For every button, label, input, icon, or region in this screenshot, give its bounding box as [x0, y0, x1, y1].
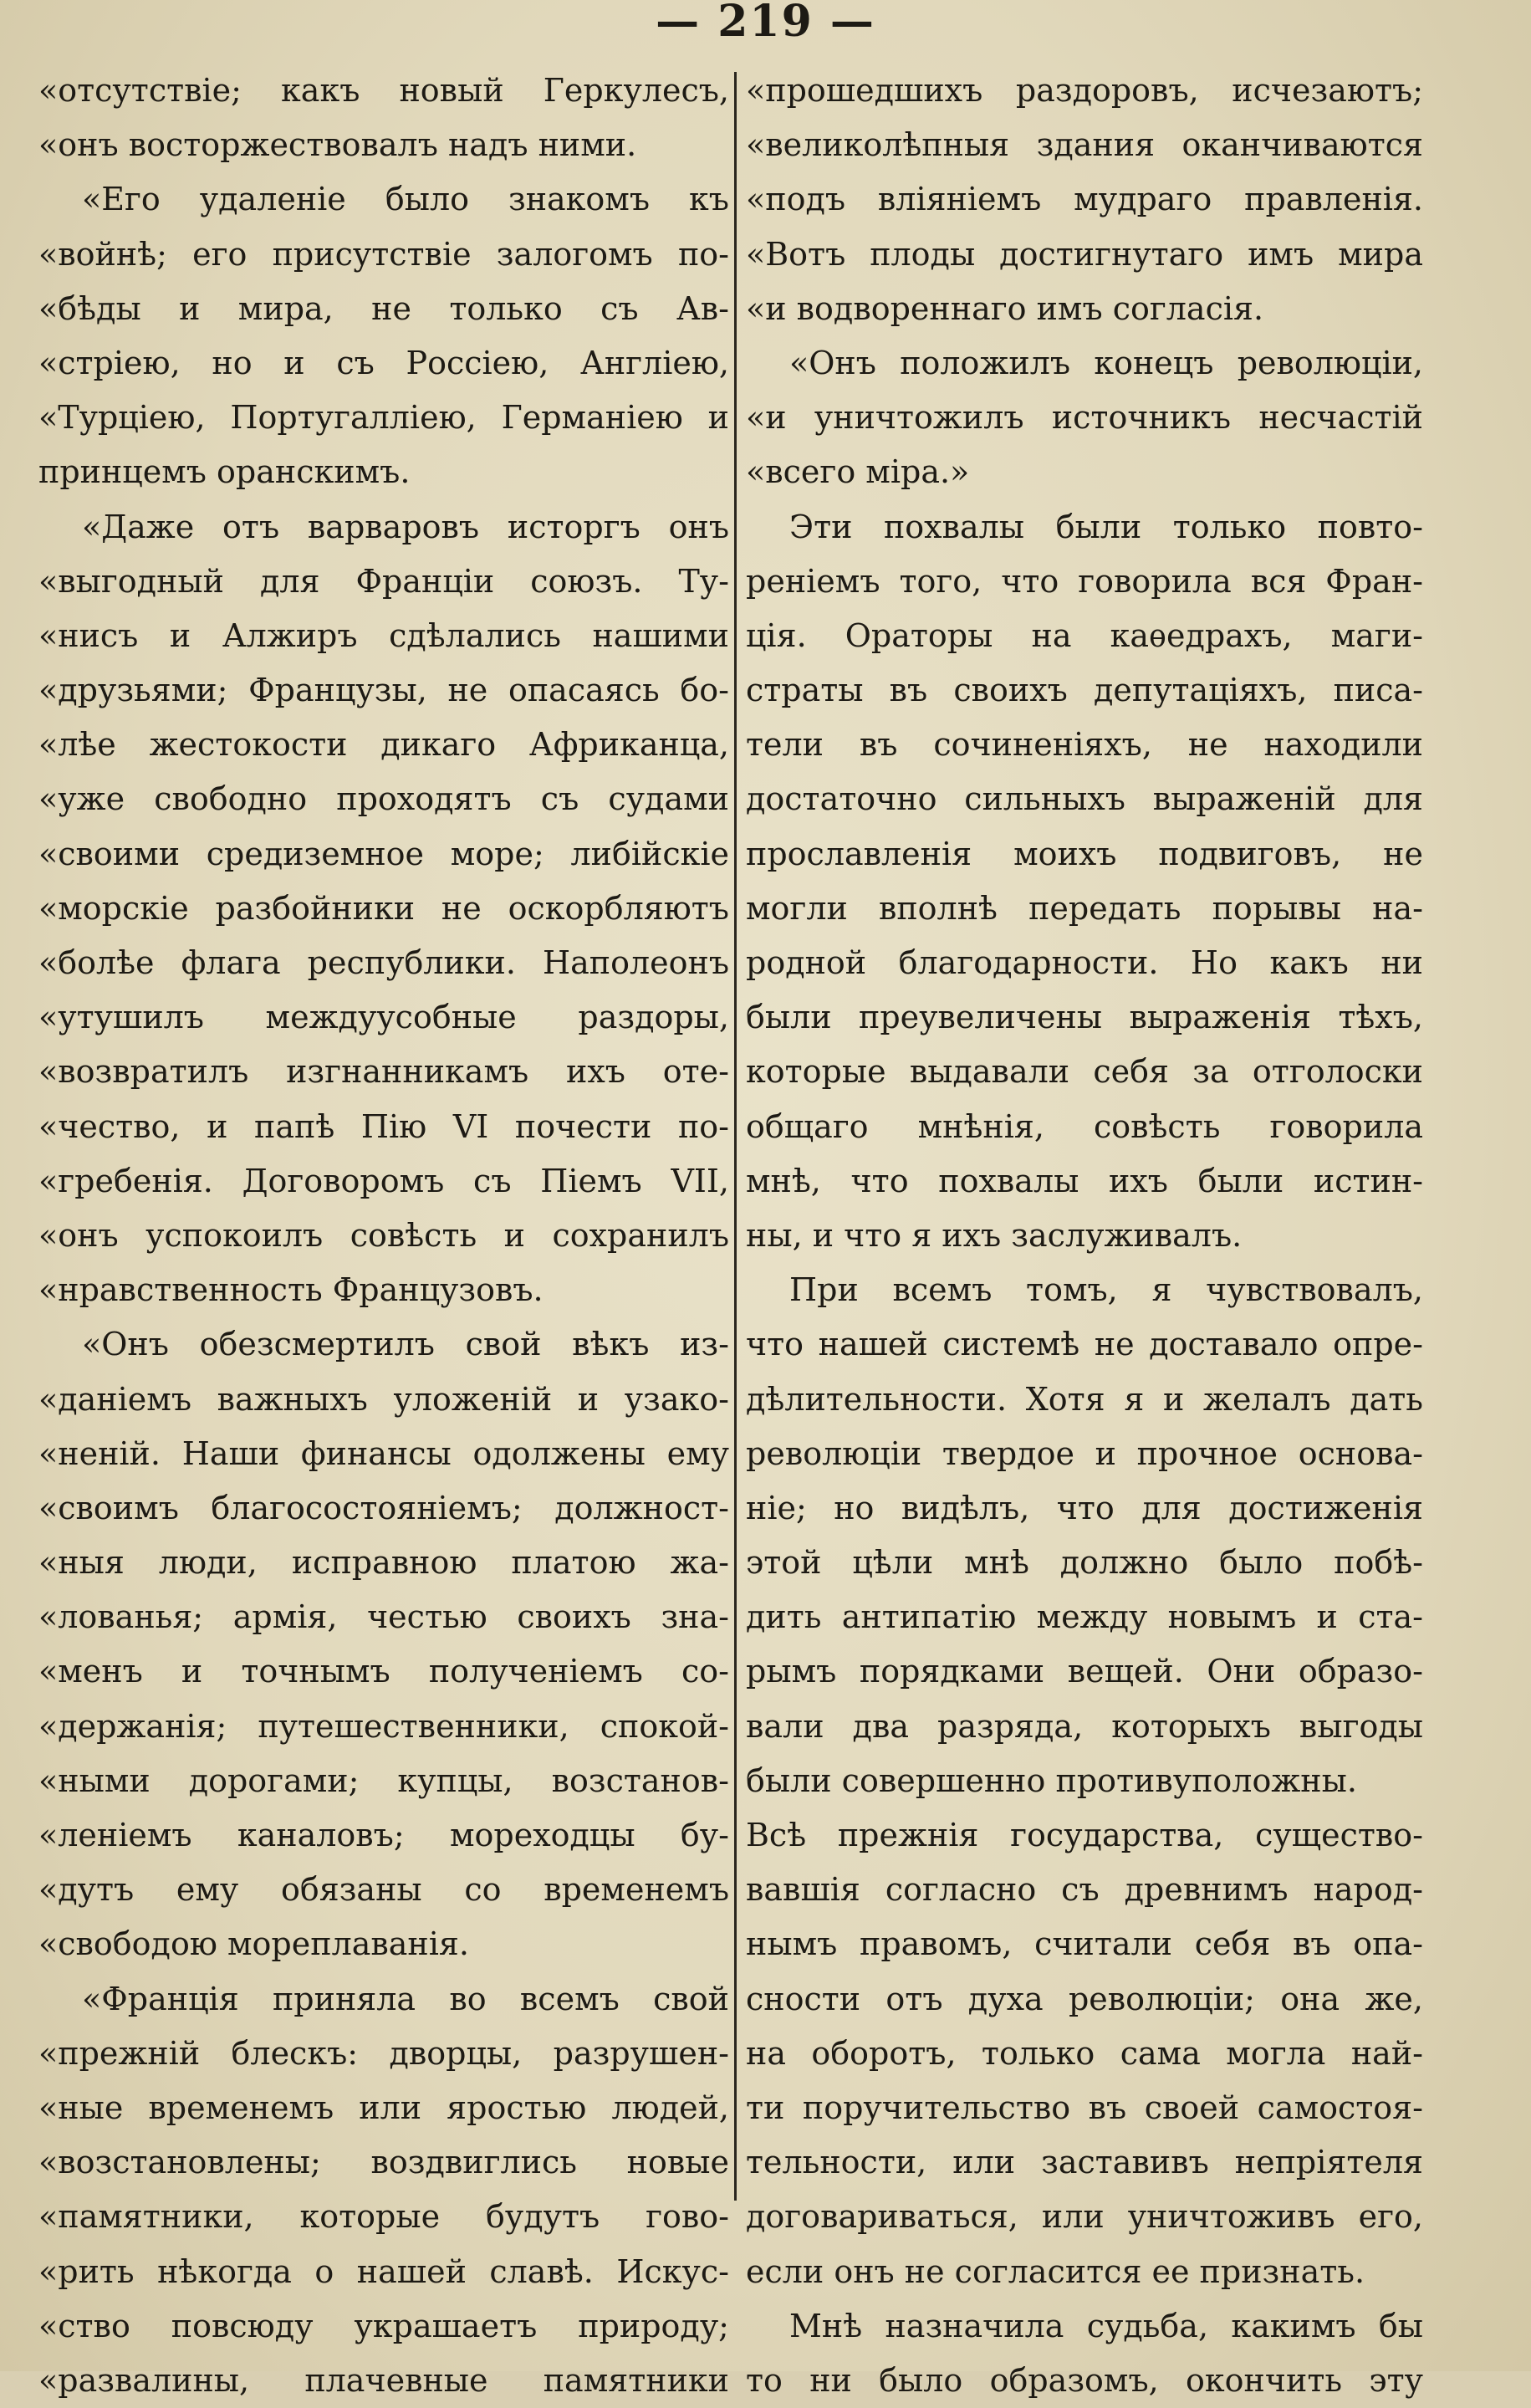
text-line: были преувеличены выраженія тѣхъ, — [746, 999, 1423, 1036]
text-line: прославленія моихъ подвиговъ, не — [746, 835, 1423, 872]
text-line: страты въ своихъ депутаціяхъ, писа- — [746, 672, 1423, 709]
text-line: «подъ вліяніемъ мудраго правленія. — [746, 181, 1423, 218]
text-line: «гребенія. Договоромъ съ Піемъ VII, — [38, 1162, 729, 1199]
text-line: «всего міра.» — [746, 453, 970, 491]
text-line: дѣлительности. Хотя я и желалъ дать — [746, 1380, 1423, 1418]
text-line: «утушилъ междуусобные раздоры, — [38, 999, 729, 1036]
text-line: «дутъ ему обязаны со временемъ — [38, 1871, 729, 1909]
text-line: «ныя люди, исправною платою жа- — [38, 1544, 729, 1582]
text-line: «Турціею, Португалліею, Германіею и — [38, 399, 729, 437]
text-line: «даніемъ важныхъ уложеній и узако- — [38, 1380, 729, 1418]
text-line: «нисъ и Алжиръ сдѣлались нашими — [38, 616, 729, 654]
text-line: ніе; но видѣлъ, что для достиженія — [746, 1489, 1423, 1526]
text-line: «развалины, плачевные памятники — [38, 2361, 729, 2399]
text-line: «морскіе разбойники не оскорбляютъ — [38, 889, 729, 927]
text-line: «и уничтожилъ источникъ несчастій — [746, 399, 1423, 437]
text-line: «возвратилъ изгнанникамъ ихъ оте- — [38, 1053, 729, 1091]
text-line: «лованья; армія, честью своихъ зна- — [38, 1598, 729, 1636]
text-line: «великолѣпныя здания оканчиваются — [746, 126, 1423, 164]
text-line: «онъ восторжествовалъ надъ ними. — [38, 126, 637, 164]
text-line: «нравственность Французовъ. — [38, 1271, 544, 1309]
text-line: «Онъ обезсмертилъ свой вѣкъ из- — [82, 1326, 729, 1363]
text-line: Мнѣ назначила судьба, какимъ бы — [789, 2307, 1423, 2344]
text-line: «войнѣ; его присутствіе залогомъ по- — [38, 235, 729, 273]
text-line: «Его удаленіе было знакомъ къ — [82, 181, 729, 218]
text-line: ція. Ораторы на каѳедрахъ, маги- — [746, 616, 1423, 654]
text-line: вавшія согласно съ древнимъ народ- — [746, 1871, 1423, 1909]
text-line: «неній. Наши финансы одолжены ему — [38, 1434, 729, 1472]
text-line: «Онъ положилъ конецъ революціи, — [789, 344, 1423, 381]
text-line: «памятники, которые будутъ гово- — [38, 2198, 729, 2236]
text-line: При всемъ томъ, я чувствовалъ, — [789, 1271, 1423, 1309]
text-line: «онъ успокоилъ совѣсть и сохранилъ — [38, 1216, 729, 1254]
text-line: «Даже отъ варваровъ исторгъ онъ — [82, 508, 729, 545]
text-line: «Вотъ плоды достигнутаго имъ мира — [746, 235, 1423, 273]
text-line: «Франція приняла во всемъ свой — [82, 1980, 729, 2017]
text-line: «возстановлены; воздвиглись новые — [38, 2144, 729, 2181]
text-line: «болѣе флага республики. Наполеонъ — [38, 944, 729, 981]
text-line: «ными дорогами; купцы, возстанов- — [38, 1761, 729, 1799]
text-line: Эти похвалы были только повто- — [789, 508, 1423, 545]
text-line: революціи твердое и прочное основа- — [746, 1434, 1423, 1472]
text-line: тели въ сочиненіяхъ, не находили — [746, 726, 1423, 764]
text-line: «стріею, но и съ Россіею, Англіею, — [38, 344, 729, 381]
text-line: «свободою мореплаванія. — [38, 1925, 469, 1963]
text-line: «держанія; путешественники, спокой- — [38, 1707, 729, 1745]
text-line: Всѣ прежнія государства, существо- — [746, 1817, 1423, 1853]
text-line: родной благодарности. Но какъ ни — [746, 944, 1423, 981]
text-line: достаточно сильныхъ выраженій для — [746, 780, 1423, 818]
text-line: мнѣ, что похвалы ихъ были истин- — [746, 1162, 1423, 1199]
left-column — [38, 64, 729, 2408]
column-divider — [734, 72, 737, 2201]
text-line: ти поручительство въ своей самостоя- — [746, 2088, 1423, 2126]
text-line: общаго мнѣнія, совѣсть говорила — [746, 1107, 1423, 1145]
text-line: ны, и что я ихъ заслуживалъ. — [746, 1216, 1243, 1254]
text-line: «и водвореннаго имъ согласія. — [746, 289, 1264, 327]
page-number: — 219 — — [656, 0, 875, 47]
text-line: этой цѣли мнѣ должно было побѣ- — [746, 1544, 1423, 1582]
text-line: «отсутствіе; какъ новый Геркулесъ, — [38, 72, 729, 109]
text-line: «чество, и папѣ Пію VI почести по- — [38, 1107, 729, 1145]
text-line: «своими средиземное море; либійскіе — [38, 835, 729, 872]
text-line: что нашей системѣ не доставало опре- — [746, 1326, 1423, 1363]
text-line: «бѣды и мира, не только съ Ав- — [38, 289, 729, 327]
text-line: «своимъ благосостояніемъ; должност- — [38, 1489, 729, 1526]
text-line: «уже свободно проходятъ съ судами — [38, 780, 729, 818]
text-line: были совершенно противуположны. — [746, 1761, 1357, 1799]
text-line: то ни было образомъ, окончить эту — [746, 2361, 1423, 2399]
text-line: которые выдавали себя за отголоски — [746, 1053, 1423, 1091]
text-line: «прежній блескъ: дворцы, разрушен- — [38, 2034, 729, 2072]
text-line: тельности, или заставивъ непріятеля — [746, 2144, 1423, 2181]
text-line: «рить нѣкогда о нашей славѣ. Искус- — [38, 2252, 729, 2290]
text-line: «ство повсюду украшаетъ природу; — [38, 2307, 729, 2344]
text-line: дить антипатію между новымъ и ста- — [746, 1598, 1423, 1636]
text-line: «менъ и точнымъ полученіемъ со- — [38, 1653, 729, 1690]
text-line: «прошедшихъ раздоровъ, исчезаютъ; — [746, 72, 1423, 109]
text-line: «лѣе жестокости дикаго Африканца, — [38, 726, 729, 764]
text-line: сности отъ духа революціи; она же, — [746, 1980, 1423, 2017]
text-line: рымъ порядками вещей. Они образо- — [746, 1653, 1423, 1690]
text-line: принцемъ оранскимъ. — [38, 453, 411, 491]
text-line: «друзьями; Французы, не опасаясь бо- — [38, 672, 729, 709]
text-line: реніемъ того, что говорила вся Фран- — [746, 562, 1423, 600]
text-line: могли вполнѣ передать порывы на- — [746, 889, 1423, 927]
right-column — [746, 64, 1423, 2408]
text-line: «ные временемъ или яростью людей, — [38, 2088, 729, 2126]
text-line: вали два разряда, которыхъ выгоды — [746, 1707, 1423, 1745]
text-line: договариваться, или уничтоживъ его, — [746, 2198, 1423, 2236]
text-line: если онъ не согласится ее признать. — [746, 2252, 1365, 2290]
text-line: нымъ правомъ, считали себя въ опа- — [746, 1925, 1423, 1963]
text-line: «выгодный для Франціи союзъ. Ту- — [38, 562, 729, 600]
text-line: на оборотъ, только сама могла най- — [746, 2034, 1423, 2072]
text-line: «леніемъ каналовъ; мореходцы бу- — [38, 1817, 729, 1853]
